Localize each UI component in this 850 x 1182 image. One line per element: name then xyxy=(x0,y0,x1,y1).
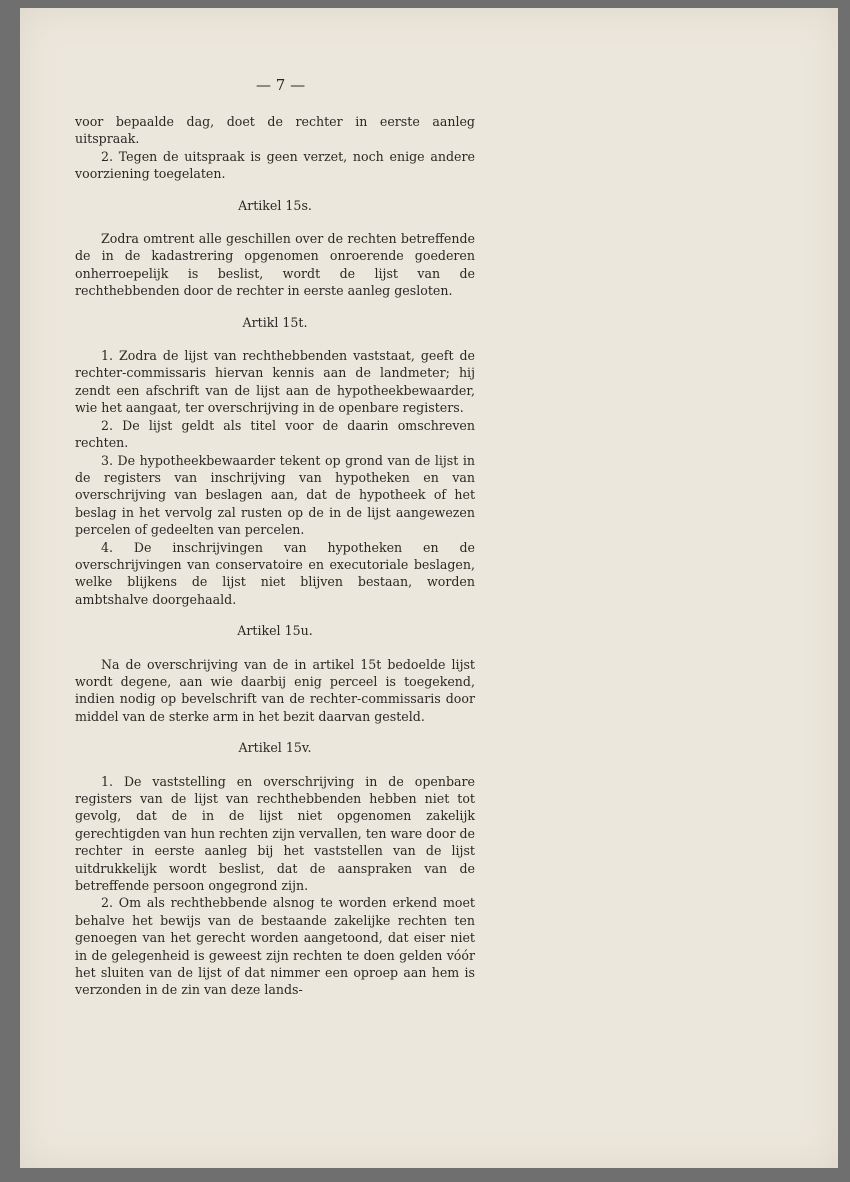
paragraph-15t-1: 1. Zodra de lijst van rechthebbenden vaststaat, geeft de rechter-commissaris hiervan kennis aan de landmeter; hij zendt een afschrift van de lijst aan de hypotheekbewaarder, wie het aangaat, ter overschrijving in de openbare registers. xyxy=(75,348,475,416)
heading-artikel-15s: Artikel 15s. xyxy=(238,197,312,213)
text-column xyxy=(75,113,475,999)
paragraph-15v-2: 2. Om als rechthebbende alsnog te worden erkend moet behalve het bewijs van de bestaande zakelijke rechten ten genoegen van het gerecht worden aangetoond, dat eiser niet in de gelegenheid is geweest zijn rechten te doen gelden vóór het sluiten van de lijst of dat nimmer een oproep aan hem is verzonden in de zin van deze lands- xyxy=(75,895,475,998)
heading-artikel-15u: Artikel 15u. xyxy=(237,623,313,639)
paragraph-15s: Zodra omtrent alle geschillen over de rechten betreffende de in de kadastrering opgenomen onroerende goederen onherroepelijk is beslist, wordt de lijst van de rechthebbenden door de rechter in eerste aanleg gesloten. xyxy=(75,231,475,299)
paragraph-14r-2: 2. Tegen de uitspraak is geen verzet, noch enige andere voorziening toegelaten. xyxy=(75,148,475,182)
paragraph-15u: Na de overschrijving van de in artikel 15t bedoelde lijst wordt degene, aan wie daarbij enig perceel is toegekend, indien nodig op bevelschrift van de rechter-commissaris door middel van de sterke arm in het bezit daarvan gesteld. xyxy=(75,656,475,724)
heading-artikel-15t: Artikl 15t. xyxy=(242,314,308,330)
page-number: — 7 — xyxy=(256,76,306,94)
paragraph-15v-1: 1. De vaststelling en overschrijving in de openbare registers van de lijst van rechthebbenden hebben niet tot gevolg, dat de in de lijst niet opgenomen zakelijk gerechtigden van hun rechten zijn vervallen, ten ware door de rechter in eerste aanleg bij het vaststellen van de lijst uitdrukkelijk wordt beslist, dat de aanspraken van de betreffende persoon ongegrond zijn. xyxy=(75,773,475,894)
document-page xyxy=(20,8,838,1168)
paragraph-15t-3: 3. De hypotheekbewaarder tekent op grond van de lijst in de registers van inschrijving van hypotheken en van overschrijving van beslagen aan, dat de hypotheek of het beslag in het vervolg zal rusten op de in de lijst aangewezen percelen of gedeelten van percelen. xyxy=(75,452,475,538)
paragraph-15t-2: 2. De lijst geldt als titel voor de daarin omschreven rechten. xyxy=(75,417,475,451)
paragraph-continuation: voor bepaalde dag, doet de rechter in eerste aanleg uitspraak. xyxy=(75,114,475,147)
paragraph-15t-4: 4. De inschrijvingen van hypotheken en de overschrijvingen van conservatoire en executoriale beslagen, welke blijkens de lijst niet blijven bestaan, worden ambtshalve doorgehaald. xyxy=(75,539,475,607)
heading-artikel-15v: Artikel 15v. xyxy=(238,740,312,756)
